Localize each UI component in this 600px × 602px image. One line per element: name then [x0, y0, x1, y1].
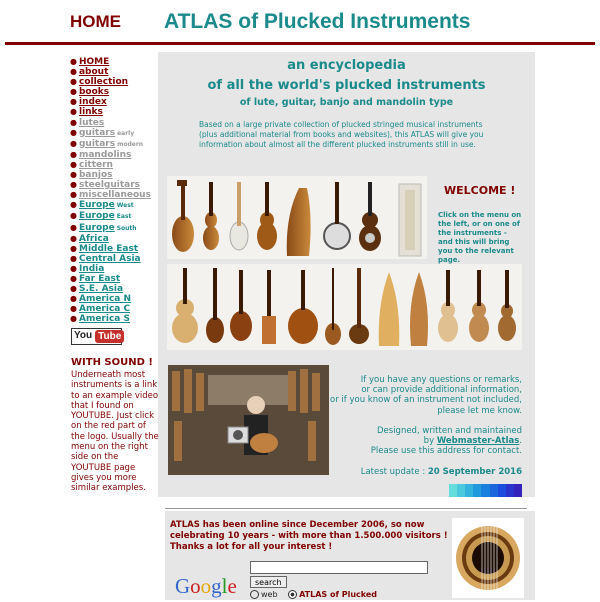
sidebar-link[interactable]: Europe	[78, 211, 115, 222]
search-input[interactable]	[250, 561, 428, 574]
bullet-icon: ●	[70, 138, 77, 148]
sidebar-item[interactable]	[70, 170, 154, 180]
bullet-icon: ●	[70, 117, 77, 127]
sidebar-item[interactable]	[70, 234, 154, 244]
encyclopedia-subheading: of all the world's plucked instruments	[207, 78, 486, 93]
contact-line-4: please let me know.	[437, 405, 522, 416]
sidebar-item[interactable]	[70, 180, 154, 190]
sidebar-link[interactable]: America S	[78, 314, 130, 325]
sidebar-link-sub: modern	[117, 140, 144, 148]
sidebar-item[interactable]	[70, 67, 154, 77]
bullet-icon: ●	[70, 304, 77, 314]
banjo-icon	[324, 182, 350, 249]
sidebar-link-sub: East	[116, 213, 132, 221]
sidebar-link-sub: West	[116, 202, 134, 210]
sidebar-link-sub: South	[116, 224, 137, 232]
color-bar-segment	[481, 484, 489, 497]
resonator-guitar-icon	[359, 182, 381, 251]
color-bar-segment	[514, 484, 522, 497]
bullet-icon: ●	[70, 211, 77, 221]
google-logo	[175, 574, 237, 599]
welcome-heading: WELCOME !	[444, 184, 516, 197]
bullet-icon: ●	[70, 200, 77, 210]
sidebar-item[interactable]	[70, 128, 154, 139]
bullet-icon: ●	[70, 67, 77, 77]
color-bar	[449, 484, 522, 497]
bullet-icon: ●	[70, 57, 77, 66]
biwa-icon	[410, 272, 428, 346]
tiple-icon	[498, 270, 516, 341]
sidebar-item[interactable]	[70, 244, 154, 254]
online-notice: ATLAS has been online since December 2006, so now celebrating 10 years - with more than 1.500.000 visitors ! Thanks a lot for all your interest !	[170, 520, 448, 552]
color-bar-segment	[506, 484, 514, 497]
sidebar-link[interactable]: America C	[78, 304, 131, 315]
oud-icon	[288, 270, 318, 344]
contact-line-7: Please use this address for contact.	[370, 446, 522, 457]
contact-line-6	[318, 436, 522, 446]
sidebar-item[interactable]	[70, 274, 154, 284]
encyclopedia-type: of lute, guitar, banjo and mandolin type	[239, 97, 454, 108]
color-bar-segment	[465, 484, 473, 497]
guitar-rosette-image	[452, 518, 524, 598]
color-bar-segment	[449, 484, 457, 497]
sidebar-link[interactable]: Middle East	[78, 243, 139, 254]
radio-web-label: web	[261, 590, 278, 599]
bullet-icon: ●	[70, 233, 77, 243]
radio-web[interactable]	[250, 590, 259, 599]
sidebar-link[interactable]: about	[78, 67, 109, 78]
bullet-icon: ●	[70, 284, 77, 294]
mandolin-icon	[230, 270, 252, 341]
sidebar-link[interactable]: Far East	[78, 273, 121, 284]
sidebar-item[interactable]	[70, 304, 154, 314]
youtube-logo-you: You	[72, 329, 94, 344]
bullet-icon: ●	[70, 107, 77, 117]
instrument-illustrations-row-1	[167, 176, 427, 259]
header-divider	[5, 42, 595, 45]
cuatro-icon	[469, 270, 489, 342]
sidebar-item[interactable]	[70, 150, 154, 160]
sidebar-link[interactable]: index	[78, 97, 107, 108]
encyclopedia-heading: an encyclopedia	[287, 58, 406, 73]
sidebar-item[interactable]	[70, 211, 154, 222]
contact-period: .	[519, 436, 522, 447]
header-home-link[interactable]: HOME	[70, 12, 121, 31]
collector-photo	[168, 365, 329, 475]
sidebar-item[interactable]	[70, 97, 154, 107]
latest-update	[318, 467, 522, 477]
sidebar-link[interactable]: Europe	[78, 200, 115, 211]
harp-guitar-icon	[287, 188, 311, 256]
sidebar-link[interactable]: links	[78, 107, 103, 118]
bullet-icon: ●	[70, 127, 77, 137]
sidebar-item[interactable]	[70, 118, 154, 128]
sidebar-item[interactable]	[70, 284, 154, 294]
sidebar-item[interactable]	[70, 254, 154, 264]
sidebar-link[interactable]: banjos	[78, 170, 113, 181]
contact-line-5: Designed, written and maintained	[376, 425, 522, 436]
sidebar-link[interactable]: Europe	[78, 222, 115, 233]
radio-atlas-label: ATLAS of Plucked	[299, 590, 378, 599]
instrument-photos-row-1[interactable]	[167, 176, 427, 259]
contact-by: by	[423, 436, 437, 447]
bullet-icon: ●	[70, 159, 77, 169]
bottom-divider	[165, 508, 527, 509]
bullet-icon: ●	[70, 273, 77, 283]
bullet-icon: ●	[70, 170, 77, 180]
youtube-logo	[71, 328, 122, 345]
sidebar-item[interactable]	[70, 264, 154, 274]
sidebar-link[interactable]: books	[78, 87, 110, 98]
instrument-photos-row-2[interactable]	[167, 264, 522, 350]
bullet-icon: ●	[70, 180, 77, 190]
pipa-icon	[379, 272, 400, 346]
radio-atlas[interactable]	[288, 590, 297, 599]
latest-update-date: 20 September 2016	[427, 467, 522, 477]
sidebar-item[interactable]	[70, 314, 154, 324]
mandolin-guitar-icon	[257, 182, 277, 250]
bullet-icon: ●	[70, 243, 77, 253]
search-scope	[250, 590, 377, 599]
search-button[interactable]: search	[250, 576, 287, 588]
contact-spacer	[318, 416, 522, 426]
youtube-logo-tube: Tube	[95, 330, 124, 343]
bullet-icon: ●	[70, 149, 77, 159]
sidebar-link[interactable]: guitars	[78, 138, 116, 149]
sidebar-link[interactable]: S.E. Asia	[78, 284, 124, 295]
google-logo-letter: G	[175, 574, 191, 598]
contact-line-2: or can provide additional information,	[361, 385, 522, 396]
sidebar-link[interactable]: India	[78, 263, 105, 274]
contact-line-1: If you have any questions or remarks,	[360, 375, 522, 385]
google-logo-letter: l	[221, 574, 228, 598]
sidebar-link[interactable]: Central Asia	[78, 253, 141, 264]
sidebar-link-sub: early	[117, 129, 135, 137]
rosette-illustration	[452, 518, 524, 598]
sidebar-item[interactable]	[70, 87, 154, 97]
electric-guitar-icon	[230, 182, 248, 250]
steelguitar-icon	[399, 184, 421, 256]
charango-icon	[438, 270, 458, 342]
bullet-icon: ●	[70, 253, 77, 263]
sitar-icon	[349, 268, 369, 344]
sidebar-link[interactable]: America N	[78, 294, 132, 305]
sidebar-link[interactable]: lutes	[78, 117, 105, 128]
collector-photo-illustration	[168, 365, 329, 475]
with-sound-heading: WITH SOUND !	[71, 357, 153, 368]
bullet-icon: ●	[70, 97, 77, 107]
instrument-illustrations-row-2	[167, 264, 522, 350]
sidebar-link[interactable]: steelguitars	[78, 180, 141, 191]
contact-info	[318, 375, 522, 456]
color-bar-segment	[498, 484, 506, 497]
saz-icon	[325, 268, 341, 345]
sidebar-link[interactable]: HOME	[78, 57, 110, 67]
sidebar-item[interactable]	[70, 294, 154, 304]
page-title: ATLAS of Plucked Instruments	[164, 10, 471, 33]
color-bar-segment	[490, 484, 498, 497]
sidebar-link[interactable]: cittern	[78, 159, 113, 170]
bullet-icon: ●	[70, 294, 77, 304]
sidebar-item[interactable]	[70, 77, 154, 87]
google-logo-letter: e	[227, 574, 237, 598]
sidebar-link[interactable]: mandolins	[78, 149, 132, 160]
sidebar-item[interactable]	[70, 190, 154, 200]
baroque-guitar-icon	[206, 268, 224, 343]
sidebar-item[interactable]	[70, 107, 154, 117]
sidebar-nav	[70, 57, 154, 324]
sidebar-link[interactable]: Africa	[78, 233, 109, 244]
bullet-icon: ●	[70, 263, 77, 273]
google-logo-letter: g	[211, 574, 222, 598]
bullet-icon: ●	[70, 77, 77, 87]
sidebar-link[interactable]: guitars	[78, 127, 116, 138]
webmaster-link[interactable]: Webmaster-Atlas	[436, 436, 520, 447]
bullet-icon: ●	[70, 314, 77, 324]
google-logo-letter: o	[190, 574, 201, 598]
intro-text: Based on a large private collection of plucked stringed musical instruments (plus additional material from books and websites), this ATLAS will give you information about almost all the different plucked instruments still in use.	[199, 120, 484, 149]
sidebar-link[interactable]: miscellaneous	[78, 190, 151, 201]
cigarbox-guitar-icon	[262, 270, 276, 344]
with-sound-text: Underneath most instruments is a link to an example video that I found on YOUTUBE. Just click on the red part of the logo. Usually the menu on the right side on the YOUTUBE page gives you more similar examples.	[71, 370, 159, 494]
contact-line-3: or if you know of an instrument not included,	[330, 395, 522, 406]
lute-icon	[172, 180, 194, 252]
color-bar-segment	[473, 484, 481, 497]
sidebar-item[interactable]	[70, 160, 154, 170]
google-logo-letter: o	[200, 574, 212, 598]
bullet-icon: ●	[70, 190, 77, 200]
sidebar-item[interactable]	[70, 139, 154, 150]
latest-update-label: Latest update :	[360, 467, 428, 477]
sidebar-link[interactable]: collection	[78, 77, 129, 88]
color-bar-segment	[457, 484, 465, 497]
bullet-icon: ●	[70, 87, 77, 97]
bullet-icon: ●	[70, 222, 77, 232]
sidebar-item[interactable]	[70, 57, 154, 67]
sidebar-item[interactable]	[70, 200, 154, 211]
sidebar-item[interactable]	[70, 223, 154, 234]
welcome-instructions: Click on the menu on the left, or on one of the instruments - and this will bring you to the relevant page.	[438, 211, 522, 264]
classical-guitar-icon	[172, 268, 198, 343]
guitar-early-icon	[203, 182, 219, 250]
